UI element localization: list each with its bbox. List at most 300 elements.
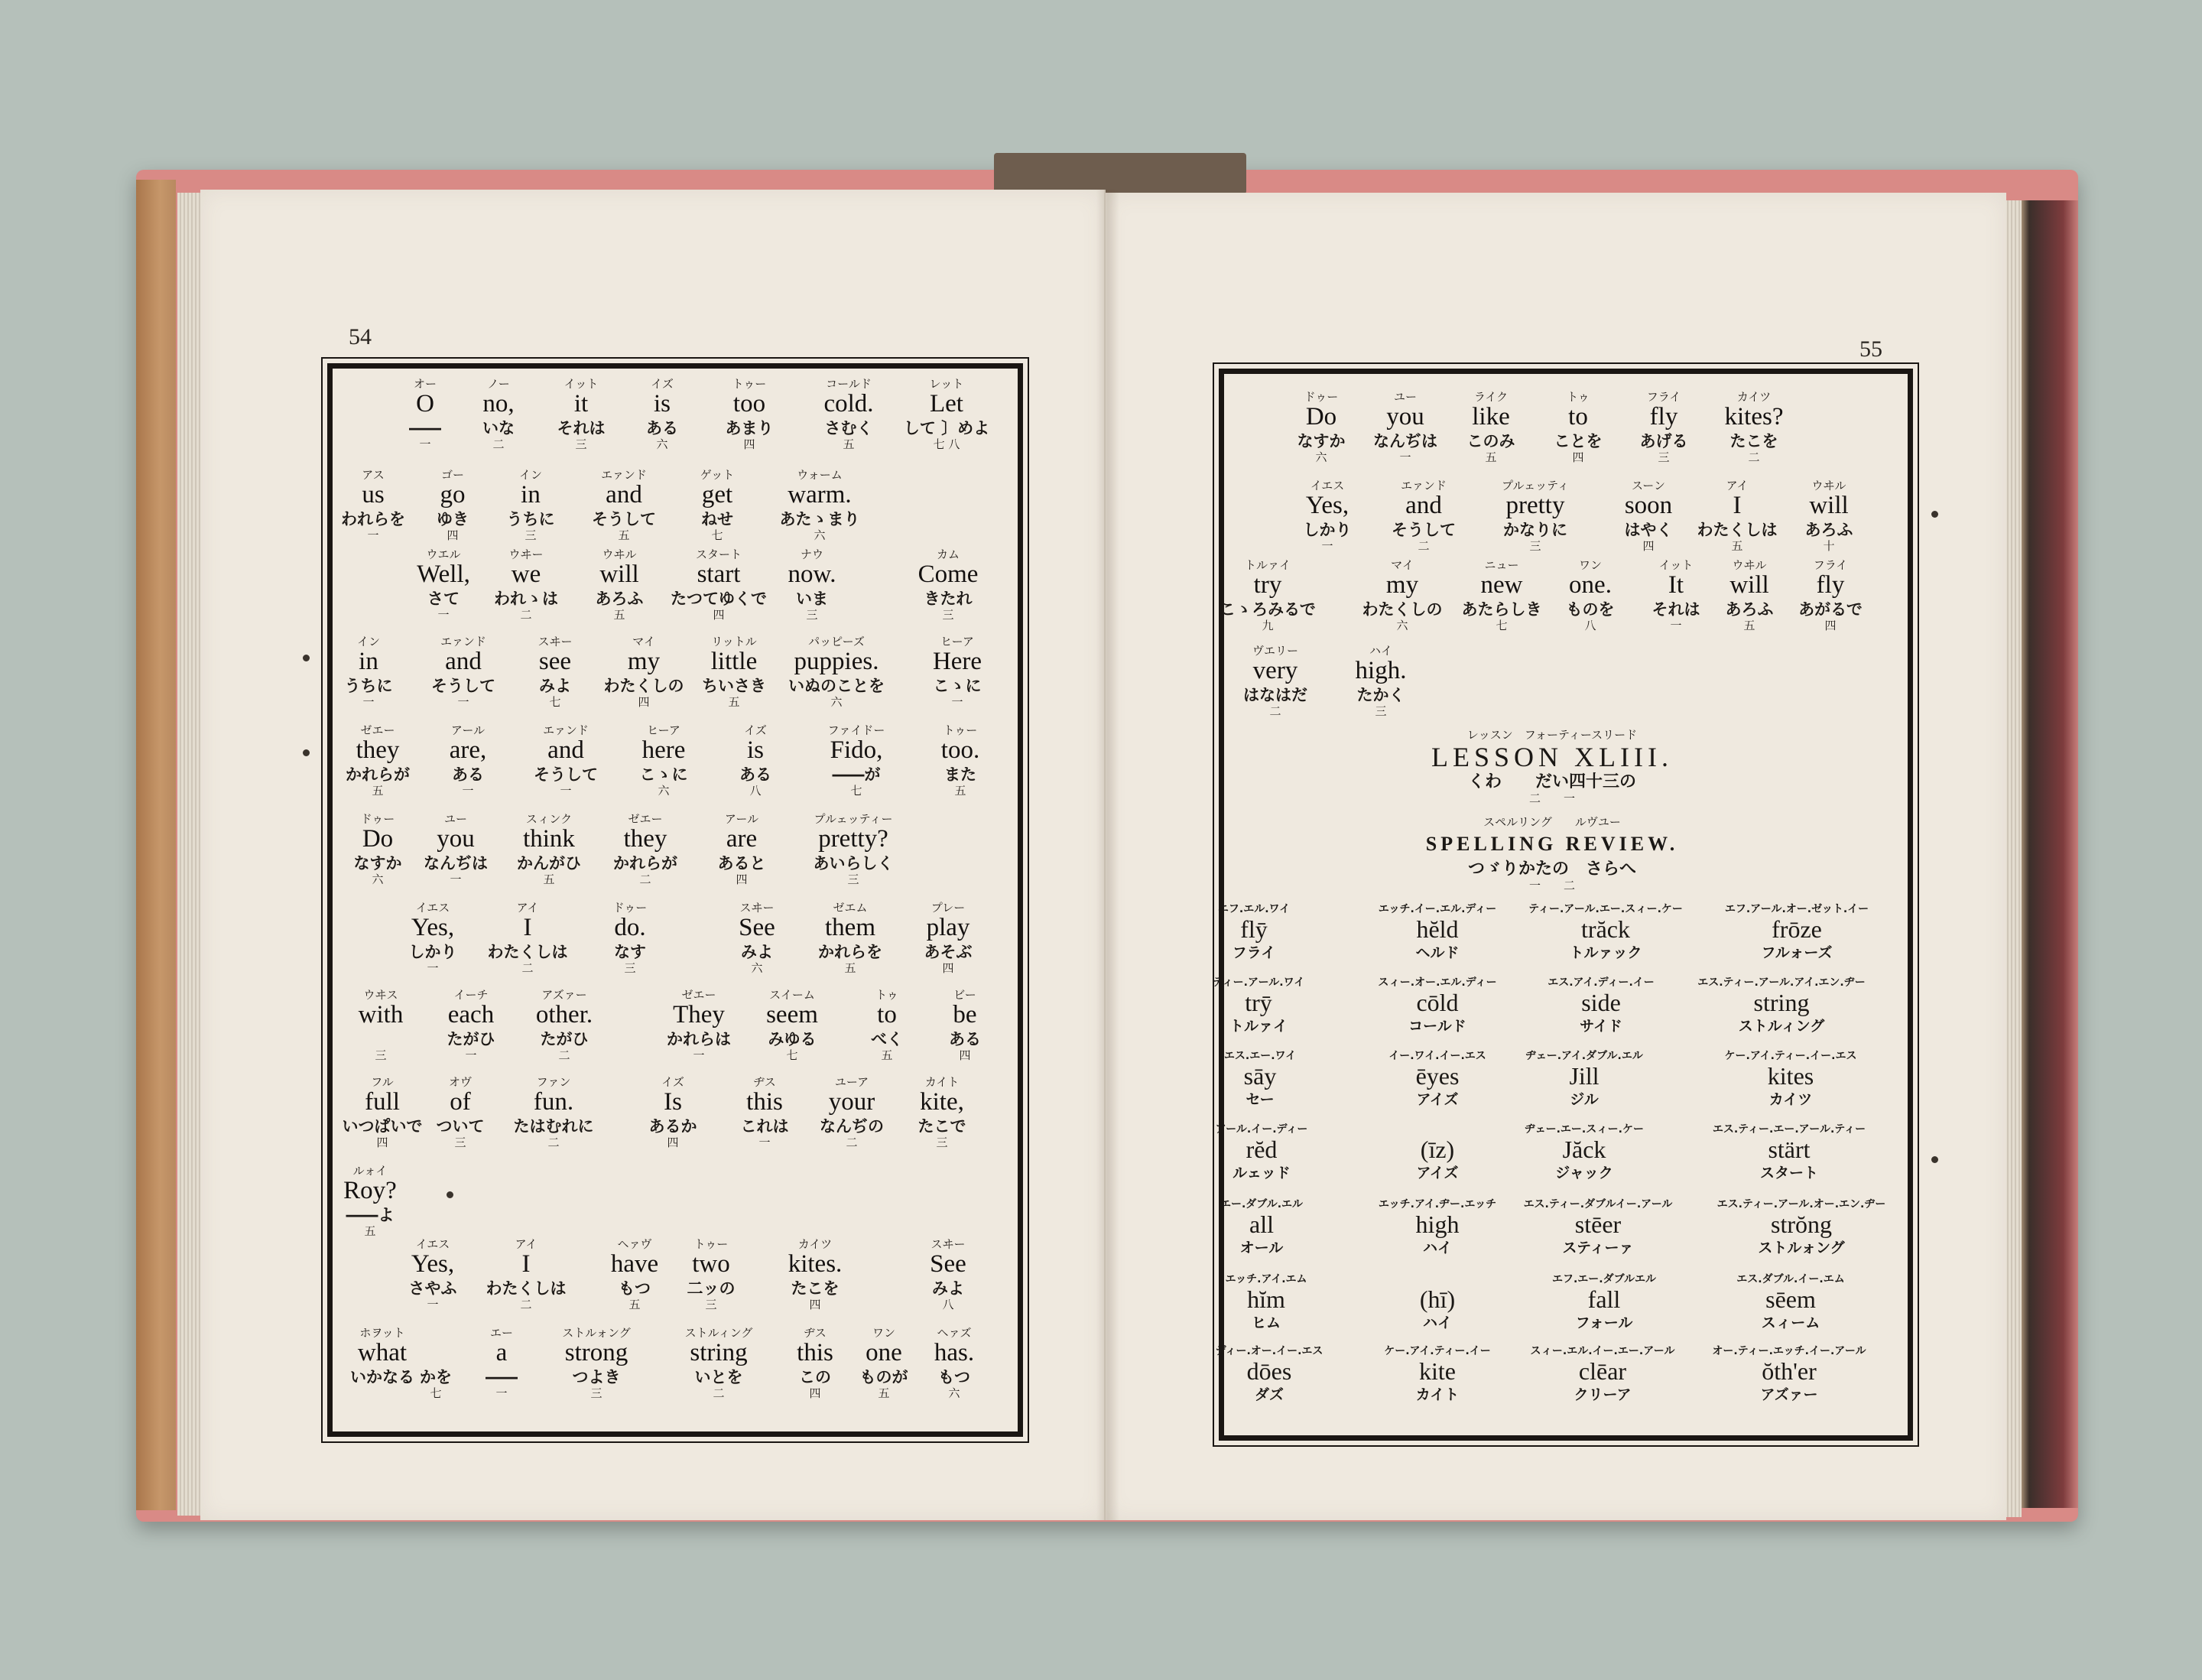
- spelling-english: hĭm: [1247, 1285, 1285, 1313]
- spelling-word: [1388, 1049, 1486, 1109]
- word-order-number: 五: [1743, 619, 1755, 632]
- word-order-number: 二: [558, 1048, 570, 1062]
- word-order-number: 二: [1269, 704, 1281, 718]
- kana-reading: ウヰス: [363, 988, 398, 1002]
- spelling-katakana: ヘルド: [1415, 944, 1460, 961]
- word-order-number: 三: [936, 1136, 948, 1149]
- kana-reading: ヂス: [804, 1326, 827, 1340]
- japanese-gloss: いま: [795, 590, 828, 608]
- kana-reading: ファン: [536, 1075, 571, 1089]
- word-order-number: 七: [786, 1048, 798, 1062]
- word-group: [514, 1075, 594, 1149]
- word-order-number: 四: [447, 528, 459, 542]
- english-word: too: [732, 390, 766, 418]
- word-order-number: 七 八: [933, 437, 960, 451]
- word-group: [447, 988, 495, 1061]
- kana-reading: アス: [362, 468, 385, 482]
- word-order-number: 三: [454, 1136, 466, 1149]
- kana-reading: イズ: [651, 377, 674, 391]
- english-word: to: [1568, 403, 1588, 431]
- spelling-word: [1378, 976, 1496, 1035]
- word-group: [420, 1326, 452, 1399]
- spelling-word: [1213, 976, 1304, 1035]
- word-group: [417, 548, 470, 621]
- english-word: two: [692, 1250, 730, 1278]
- spelling-word: [1736, 1272, 1844, 1332]
- kana-reading: アイ: [516, 901, 539, 915]
- kana-reading: マイ: [1391, 558, 1414, 572]
- japanese-gloss: こゝろみるで: [1220, 600, 1316, 619]
- kana-reading: カム: [936, 548, 960, 561]
- spelling-katakana: アイズ: [1416, 1091, 1459, 1108]
- kana-reading: ヘァヴ: [617, 1237, 652, 1251]
- letter-names: エッチ.イー.エル.ディー: [1378, 903, 1497, 915]
- word-order-number: 七: [549, 695, 561, 709]
- word-order-number: 一: [560, 784, 572, 798]
- japanese-gloss: あると: [717, 854, 766, 872]
- kana-reading: スヰー: [930, 1237, 966, 1251]
- japanese-gloss: しかり: [408, 943, 457, 961]
- japanese-gloss: ちいさき: [702, 677, 766, 695]
- word-group: [667, 988, 731, 1061]
- word-order-number: 二: [521, 961, 534, 975]
- word-group: [1554, 390, 1603, 463]
- japanese-gloss: あいらしく: [813, 854, 894, 872]
- word-group: [1392, 479, 1456, 552]
- kana-reading: ドゥー: [360, 812, 395, 826]
- kana-reading: イエス: [415, 1237, 450, 1251]
- letter-names: ディー.オー.イー.エス: [1215, 1345, 1323, 1357]
- word-group: [685, 1326, 753, 1399]
- word-order-number: 二: [639, 872, 651, 886]
- spelling-word: [1717, 1197, 1886, 1257]
- word-order-number: 二: [547, 1136, 560, 1149]
- english-word: O: [416, 390, 434, 418]
- japanese-gloss: このみ: [1466, 432, 1515, 450]
- word-order-number: 三: [525, 528, 537, 542]
- word-order-number: 五: [728, 695, 740, 709]
- word-order-number: 三: [590, 1386, 602, 1400]
- japanese-gloss: もつ: [938, 1368, 970, 1386]
- spelling-english: flȳ: [1240, 915, 1268, 943]
- spelling-katakana: ストルィング: [1738, 1018, 1825, 1035]
- word-order-number: 一: [1399, 450, 1411, 464]
- word-group: [1467, 390, 1515, 463]
- kana-reading: ホヲット: [359, 1326, 405, 1340]
- english-word: high.: [1355, 657, 1407, 684]
- lesson-heading-order: 二 一: [1528, 791, 1576, 805]
- japanese-gloss: われゝは: [494, 590, 558, 608]
- word-order-number: 三: [847, 872, 859, 886]
- english-word: think: [523, 825, 575, 853]
- japanese-gloss: ものが: [859, 1368, 908, 1386]
- word-group: [934, 1326, 974, 1399]
- word-order-number: 一: [465, 1048, 477, 1062]
- english-word: I: [1733, 492, 1742, 519]
- kana-reading: ニュー: [1484, 558, 1519, 572]
- kana-reading: イズ: [744, 723, 767, 737]
- kana-reading: ヘァズ: [937, 1326, 972, 1340]
- english-word: try: [1253, 571, 1282, 599]
- kana-reading: パッピーズ: [808, 635, 865, 648]
- word-group: [814, 812, 894, 885]
- english-word: they: [623, 825, 667, 853]
- word-order-number: 四: [743, 437, 755, 451]
- japanese-gloss: さて: [427, 590, 460, 608]
- spelling-english: sāy: [1243, 1062, 1277, 1090]
- word-order-number: 一: [367, 528, 379, 542]
- english-word: what: [357, 1339, 408, 1366]
- spelling-word: [1416, 1123, 1458, 1182]
- word-group: [649, 1075, 697, 1149]
- kana-reading: ノー: [487, 377, 510, 391]
- word-order-number: 二: [520, 1298, 532, 1311]
- word-order-number: 一: [951, 695, 963, 709]
- english-word: and: [606, 481, 642, 509]
- spelling-word: [1216, 1123, 1308, 1182]
- spelling-word: [1524, 1197, 1673, 1257]
- japanese-gloss: また: [943, 765, 976, 784]
- word-group: [828, 723, 885, 797]
- word-group: [1304, 479, 1352, 552]
- word-order-number: 五: [954, 784, 966, 798]
- word-order-number: 九: [1262, 619, 1274, 632]
- letter-names: ケー.アイ.ティー.イー: [1384, 1345, 1491, 1357]
- english-word: strong: [564, 1339, 628, 1366]
- spelling-katakana: フルォーズ: [1761, 944, 1833, 961]
- word-group: [604, 635, 684, 708]
- word-order-number: 五: [372, 784, 384, 798]
- letter-names: ヂェー.エー.スィー.ケー: [1525, 1123, 1644, 1136]
- japanese-gloss: いつぱいで: [342, 1117, 423, 1136]
- japanese-gloss: たこを: [1729, 432, 1778, 450]
- word-group: [562, 1326, 630, 1399]
- kana-reading: エァンド: [1401, 479, 1447, 492]
- japanese-gloss: かれらが: [613, 854, 677, 872]
- kana-reading: アール: [724, 812, 759, 826]
- spelling-english: hĕld: [1416, 915, 1459, 943]
- word-group: [1798, 558, 1863, 632]
- spelling-katakana: カイツ: [1768, 1091, 1813, 1108]
- japanese-gloss: たがひ: [447, 1030, 495, 1048]
- english-word: fly: [1649, 403, 1678, 431]
- english-word: will: [1809, 492, 1849, 519]
- word-order-number: 四: [638, 695, 650, 709]
- spelling-english: strŏng: [1771, 1210, 1832, 1238]
- cover-edge-right: [2018, 200, 2078, 1508]
- english-word: Yes,: [411, 914, 455, 941]
- word-group: [788, 635, 885, 708]
- word-group: [613, 901, 648, 974]
- word-group: [933, 635, 982, 708]
- kana-reading: ルォイ: [352, 1164, 388, 1178]
- word-group: [687, 1237, 736, 1311]
- word-order-number: 六: [814, 528, 826, 542]
- spelling-english: cōld: [1416, 989, 1459, 1016]
- english-word: kites?: [1724, 403, 1784, 431]
- word-order-number: 一: [758, 1136, 771, 1149]
- word-group: [780, 468, 860, 541]
- english-word: this: [746, 1088, 783, 1116]
- english-word: now.: [788, 561, 836, 588]
- word-group: [788, 1237, 843, 1311]
- english-word: Is: [664, 1088, 682, 1116]
- english-word: Do: [1305, 403, 1337, 431]
- english-word: are,: [449, 736, 487, 764]
- word-order-number: 五: [878, 1386, 890, 1400]
- word-order-number: 三: [1658, 450, 1670, 464]
- spelling-english: stēer: [1574, 1210, 1622, 1238]
- kana-reading: エァンド: [440, 635, 486, 648]
- kana-reading: アイ: [1726, 479, 1749, 492]
- japanese-gloss: それは: [557, 419, 606, 437]
- english-word: pretty: [1505, 492, 1565, 519]
- japanese-gloss: この: [799, 1368, 831, 1386]
- spelling-english: (hī): [1419, 1285, 1456, 1313]
- kana-reading: トゥー: [693, 1237, 729, 1251]
- japanese-gloss: かれらを: [818, 943, 882, 961]
- word-order-number: 四: [667, 1136, 679, 1149]
- word-order-number: 四: [1824, 619, 1837, 632]
- english-word: kites.: [788, 1250, 843, 1278]
- spelling-word: [1531, 1344, 1675, 1404]
- spelling-word: [1725, 1049, 1857, 1109]
- kana-reading: ワン: [872, 1326, 895, 1340]
- kana-reading: ゲット: [700, 468, 735, 482]
- japanese-gloss: たこで: [917, 1117, 966, 1136]
- japanese-gloss: かれらは: [667, 1030, 731, 1048]
- word-group: [345, 635, 393, 708]
- spelling-heading-kana: スペルリング ルヴユー: [1483, 815, 1621, 829]
- spelling-katakana: ジル: [1570, 1091, 1599, 1108]
- spelling-katakana: ハイ: [1422, 1240, 1453, 1256]
- kana-reading: フル: [371, 1075, 394, 1089]
- english-word: like: [1472, 403, 1510, 431]
- spelling-english: kites: [1767, 1062, 1814, 1090]
- word-group: [930, 1237, 966, 1311]
- japanese-gloss: ――が: [832, 765, 881, 784]
- kana-reading: スィンク: [525, 812, 573, 826]
- word-group: [1805, 479, 1853, 552]
- english-word: one: [866, 1339, 902, 1366]
- word-group: [346, 723, 410, 797]
- word-order-number: 六: [751, 961, 763, 975]
- japanese-gloss: うちに: [344, 677, 393, 695]
- japanese-gloss: [359, 1029, 404, 1049]
- kana-reading: スタート: [695, 548, 742, 561]
- japanese-gloss: いかなる: [350, 1368, 414, 1386]
- letter-names: エス.アイ.ディー.イー: [1548, 976, 1655, 989]
- english-word: do.: [614, 914, 646, 941]
- japanese-gloss: ある: [949, 1030, 981, 1048]
- english-word: here: [641, 736, 686, 764]
- spelling-katakana: スィーム: [1761, 1314, 1820, 1331]
- letter-names: [1416, 1123, 1458, 1136]
- english-word: Yes,: [1305, 492, 1349, 519]
- word-order-number: [350, 1387, 414, 1399]
- japanese-gloss: ついて: [436, 1117, 485, 1136]
- spelling-katakana: スタート: [1759, 1165, 1818, 1181]
- lesson-heading-japanese: くわ だい四十三の: [1467, 772, 1637, 791]
- word-order-number: 六: [372, 872, 384, 886]
- kana-reading: プルェッティ: [1502, 479, 1569, 492]
- word-group: [1652, 558, 1700, 632]
- spelling-english: all: [1249, 1210, 1274, 1238]
- spelling-word: [1420, 1272, 1455, 1332]
- english-word: this: [797, 1339, 833, 1366]
- english-word: my: [1385, 571, 1419, 599]
- page-stack-right: [2005, 200, 2022, 1517]
- english-word: cold.: [823, 390, 874, 418]
- word-group: [409, 377, 441, 450]
- word-group: [726, 377, 774, 450]
- letter-names: エス.ティー.エー.アール.ティー: [1712, 1123, 1866, 1136]
- japanese-gloss: なんぢは: [1373, 432, 1437, 450]
- japanese-gloss: いぬのことを: [788, 677, 885, 695]
- letter-names: オー.ティー.エッチ.イー.アール: [1712, 1345, 1866, 1357]
- spelling-word: [1379, 1197, 1496, 1257]
- word-order-number: 一: [362, 695, 375, 709]
- word-group: [646, 377, 678, 450]
- english-word: and: [1405, 492, 1442, 519]
- english-word: See: [739, 914, 775, 941]
- english-word: no,: [482, 390, 515, 418]
- word-order-number: 八: [942, 1298, 954, 1311]
- word-group: [343, 1075, 423, 1149]
- word-order-number: 四: [376, 1136, 388, 1149]
- english-word: in: [521, 481, 541, 509]
- word-group: [820, 1075, 884, 1149]
- kana-reading: ウヰル: [1811, 479, 1846, 492]
- word-order-number: 五: [1731, 539, 1743, 553]
- binding-hole: [1931, 1156, 1938, 1163]
- english-word: Do: [362, 825, 394, 853]
- spelling-katakana: フライ: [1232, 944, 1276, 961]
- word-order-number: 一: [427, 961, 439, 975]
- english-word: is: [653, 390, 671, 418]
- english-word: fun.: [533, 1088, 574, 1116]
- word-group: [354, 812, 402, 885]
- japanese-gloss: なす: [613, 943, 646, 961]
- letter-names: ケー.アイ.ティー.イー.エス: [1724, 1050, 1857, 1062]
- word-order-number: 二: [713, 1386, 725, 1400]
- word-group: [343, 1164, 397, 1237]
- spelling-katakana: ジャック: [1555, 1165, 1613, 1181]
- spelling-english: stärt: [1768, 1136, 1811, 1163]
- spelling-english: sēem: [1765, 1285, 1816, 1313]
- kana-reading: スイーム: [769, 988, 815, 1002]
- kana-reading: ユー: [443, 812, 467, 826]
- word-order-number: 八: [1584, 619, 1596, 632]
- word-order-number: 三: [705, 1298, 717, 1311]
- japanese-gloss: 二ッの: [687, 1279, 736, 1298]
- word-order-number: 五: [364, 1224, 376, 1238]
- spelling-english: trăck: [1581, 915, 1630, 943]
- kana-reading: ヴエリー: [1252, 644, 1298, 658]
- japanese-gloss: べく: [871, 1030, 903, 1048]
- japanese-gloss: なすか: [1297, 432, 1346, 450]
- word-order-number: 四: [942, 961, 954, 975]
- kana-reading: ヂス: [753, 1075, 776, 1089]
- japanese-gloss: なんぢは: [424, 854, 488, 872]
- kana-reading: リットル: [711, 635, 757, 648]
- word-order-number: 四: [736, 872, 748, 886]
- english-word: see: [538, 648, 572, 675]
- kana-reading: ビー: [953, 988, 976, 1002]
- word-group: [494, 548, 558, 621]
- kana-reading: ウエル: [426, 548, 461, 561]
- kana-reading: ゴー: [440, 468, 464, 482]
- english-word: seem: [766, 1001, 818, 1028]
- spelling-word: [1224, 1049, 1296, 1109]
- word-group: [1726, 558, 1774, 632]
- word-order-number: 一: [457, 695, 469, 709]
- spelling-katakana: セー: [1246, 1091, 1275, 1108]
- word-group: [507, 468, 555, 541]
- kana-reading: ゼエー: [360, 723, 395, 737]
- english-word: fly: [1816, 571, 1845, 599]
- japanese-gloss: われらを: [341, 510, 405, 528]
- letter-names: [1420, 1272, 1455, 1286]
- japanese-gloss: そうして: [534, 765, 598, 784]
- spelling-word: [1713, 1123, 1866, 1182]
- japanese-gloss: あがるで: [1798, 600, 1863, 619]
- word-order-number: 一: [1321, 539, 1333, 553]
- english-word: we: [511, 561, 541, 588]
- word-order-number: 一: [495, 1386, 508, 1400]
- english-word: to: [877, 1001, 897, 1028]
- spelling-word: [1384, 1344, 1491, 1404]
- japanese-gloss: ――: [409, 419, 441, 437]
- letter-names: エッチ.アイ.エム: [1225, 1273, 1307, 1285]
- kana-reading: カイツ: [1736, 390, 1772, 404]
- kana-reading: イーチ: [453, 988, 489, 1002]
- word-order-number: 三: [806, 608, 818, 622]
- japanese-gloss: なすか: [353, 854, 402, 872]
- word-order-number: 五: [618, 528, 630, 542]
- kana-reading: [420, 1326, 452, 1340]
- spelling-english: frōze: [1772, 915, 1822, 943]
- english-word: It: [1668, 571, 1684, 599]
- spelling-katakana: ハイ: [1422, 1314, 1453, 1331]
- page-number-right: 55: [1859, 336, 1882, 362]
- word-order-number: 二: [1418, 539, 1430, 553]
- word-order-number: 二: [520, 608, 532, 622]
- english-word: have: [610, 1250, 659, 1278]
- word-order-number: 五: [1485, 450, 1497, 464]
- binding-hole: [303, 655, 310, 661]
- word-order-number: 七: [711, 528, 723, 542]
- japanese-gloss: さやふ: [408, 1279, 457, 1298]
- kana-reading: イエス: [1310, 479, 1345, 492]
- kana-reading: フライ: [1813, 558, 1848, 572]
- spelling-katakana: サイド: [1580, 1018, 1622, 1035]
- word-order-number: 四: [713, 608, 725, 622]
- english-word: warm.: [788, 481, 852, 509]
- cover-edge-left: [136, 180, 176, 1510]
- japanese-gloss: いとを: [694, 1368, 743, 1386]
- japanese-gloss: ある: [451, 765, 484, 784]
- word-order-number: 三: [1529, 539, 1541, 553]
- word-order-number: 五: [543, 872, 555, 886]
- japanese-gloss: わたくしの: [1362, 600, 1443, 619]
- word-order-number: 十: [1823, 539, 1835, 553]
- kana-reading: ハイ: [1369, 644, 1393, 658]
- letter-names: スィー.オー.エル.ディー: [1378, 976, 1497, 989]
- english-word: Fido,: [830, 736, 883, 764]
- japanese-gloss: みよ: [741, 943, 773, 961]
- word-group: [437, 468, 469, 541]
